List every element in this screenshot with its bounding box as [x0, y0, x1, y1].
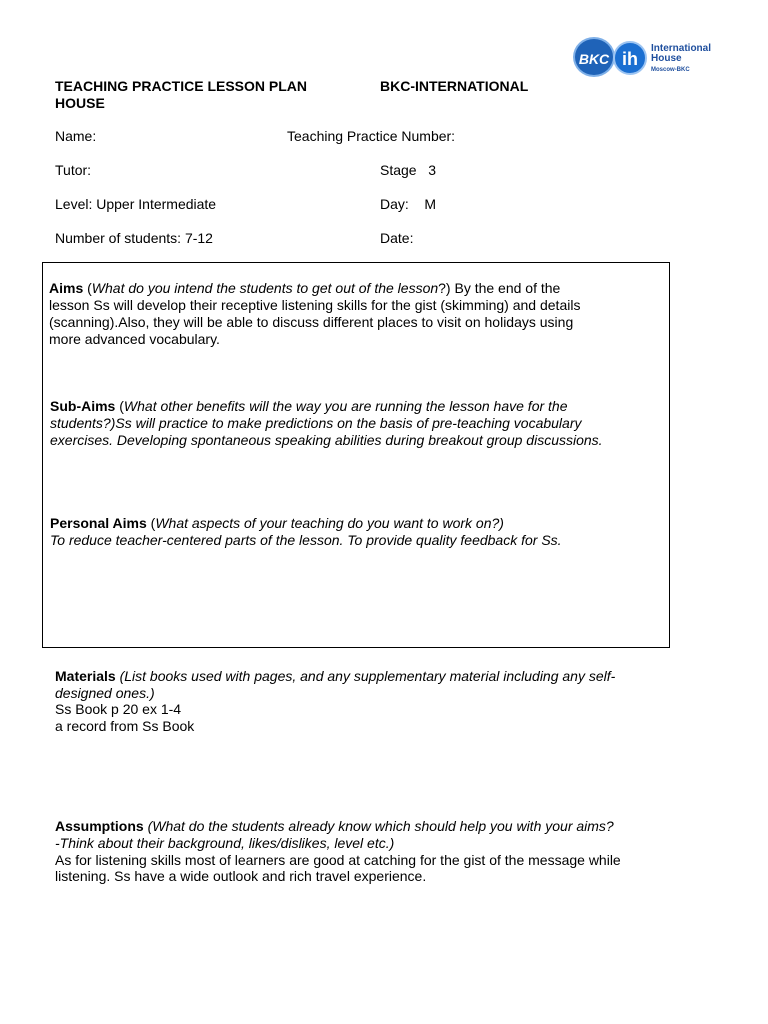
students-label: Number of students: 7-12: [55, 230, 213, 246]
personal-aims-line-1: Personal Aims (What aspects of your teaching do you want to work on?): [50, 515, 504, 531]
bkc-logo-badge: BKC: [573, 37, 615, 77]
level-label: Level: Upper Intermediate: [55, 196, 217, 212]
logo-wordmark: International House: [651, 43, 712, 64]
aims-prompt: What do you intend the students to get out of the lesson: [91, 280, 439, 296]
assumptions-line-1: [55, 818, 614, 835]
materials-item-1: Ss Book p 20 ex 1-4: [55, 701, 182, 717]
personal-aims-prompt: What aspects of your teaching do you want to work on?): [155, 515, 504, 531]
materials-prompt: (List books used with pages, and any supplementary material including any self-: [119, 668, 616, 684]
sub-aims-prompt: What other benefits will the way you are running the lesson have for the: [123, 398, 568, 414]
stage-field: [380, 162, 436, 179]
day-field: [380, 196, 436, 213]
aims-line-1: Aims (What do you intend the students to get out of the lesson?) By the end of the: [49, 280, 561, 296]
document-title-org: BKC-INTERNATIONAL: [380, 78, 529, 94]
assumptions-heading: Assumptions: [55, 818, 144, 834]
personal-aims-heading: Personal Aims: [50, 515, 147, 531]
stage-value: 3: [428, 162, 437, 178]
day-value: M: [424, 196, 437, 212]
stage-label: Stage: [380, 162, 417, 178]
assumptions-line-4: listening. Ss have a wide outlook and rich travel experience.: [55, 868, 427, 884]
tp-number-label: Teaching Practice Number:: [287, 128, 456, 144]
materials-line-1: [55, 668, 615, 685]
date-label: Date:: [380, 230, 414, 246]
personal-aims-line-2: To reduce teacher-centered parts of the lesson. To provide quality feedback for Ss.: [50, 532, 562, 548]
sub-aims-line-1: Sub-Aims (What other benefits will the way you are running the lesson have for the: [50, 398, 568, 414]
sub-aims-line-2: students?)Ss will practice to make predictions on the basis of pre-teaching vocabulary: [50, 415, 582, 431]
tutor-label: Tutor:: [55, 162, 92, 178]
document-title-continued: HOUSE: [55, 95, 105, 111]
logo: [573, 36, 723, 80]
day-label: Day:: [380, 196, 409, 212]
materials-heading: Materials: [55, 668, 116, 684]
aims-line-3: (scanning).Also, they will be able to discuss different places to visit on holidays using: [49, 314, 574, 330]
aims-heading: Aims: [49, 280, 84, 296]
aims-line-2: lesson Ss will develop their receptive listening skills for the gist (skimming) and details: [49, 297, 581, 313]
assumptions-line-2: -Think about their background, likes/dislikes, level etc.): [55, 835, 395, 851]
assumptions-line-3: As for listening skills most of learners are good at catching for the gist of the message while: [55, 852, 621, 868]
materials-line-2: designed ones.): [55, 685, 155, 701]
aims-line-4: more advanced vocabulary.: [49, 331, 220, 347]
logo-subtitle: Moscow-BKC: [651, 67, 690, 73]
materials-item-2: a record from Ss Book: [55, 718, 195, 734]
sub-aims-heading: Sub-Aims: [50, 398, 116, 414]
assumptions-prompt: (What do the students already know which should help you with your aims?: [147, 818, 614, 834]
name-label: Name:: [55, 128, 97, 144]
ih-logo-badge: ih: [613, 41, 647, 75]
sub-aims-line-3: exercises. Developing spontaneous speaking abilities during breakout group discussions.: [50, 432, 603, 448]
document-title: TEACHING PRACTICE LESSON PLAN: [55, 78, 308, 94]
